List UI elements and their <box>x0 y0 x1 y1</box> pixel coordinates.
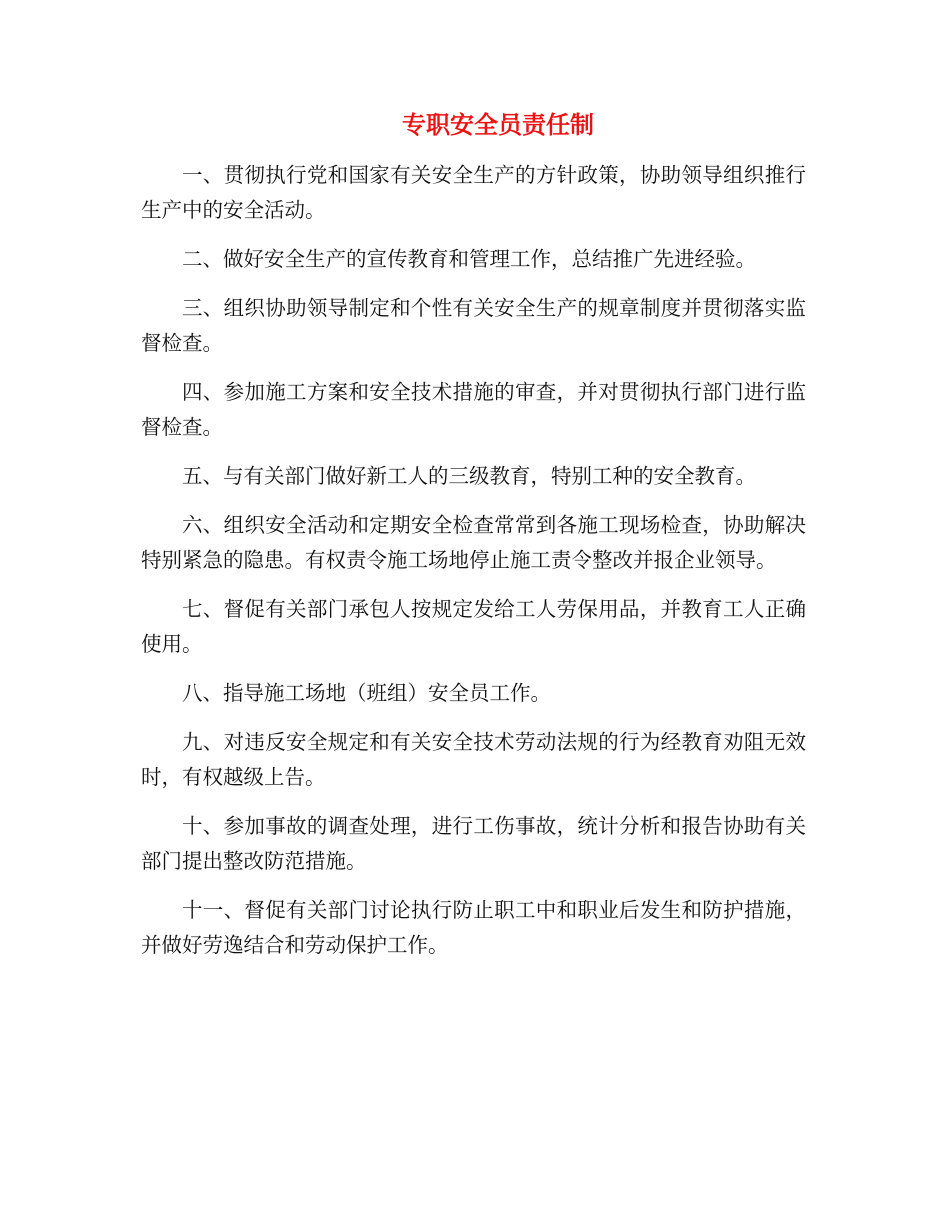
paragraph-11: 十一、督促有关部门讨论执行防止职工中和职业后发生和防护措施，并做好劳逸结合和劳动保护工作。 <box>141 898 806 957</box>
paragraph-4: 四、参加施工方案和安全技术措施的审查，并对贯彻执行部门进行监督检查。 <box>141 380 806 439</box>
document-body <box>141 158 806 977</box>
document-title: 专职安全员责任制 <box>402 111 594 139</box>
paragraph-9: 九、对违反安全规定和有关安全技术劳动法规的行为经教育劝阻无效时，有权越级上告。 <box>141 730 806 789</box>
paragraph-6: 六、组织安全活动和定期安全检查常常到各施工现场检查，协助解决特别紧急的隐患。有权责令施工场地停止施工责令整改并报企业领导。 <box>141 513 806 572</box>
paragraph-1: 一、贯彻执行党和国家有关安全生产的方针政策，协助领导组织推行生产中的安全活动。 <box>141 163 806 222</box>
paragraph-2: 二、做好安全生产的宣传教育和管理工作，总结推广先进经验。 <box>182 247 756 271</box>
paragraph-10: 十、参加事故的调查处理，进行工伤事故，统计分析和报告协助有关部门提出整改防范措施。 <box>141 814 806 873</box>
paragraph-5: 五、与有关部门做好新工人的三级教育，特别工种的安全教育。 <box>182 464 756 488</box>
paragraph-3: 三、组织协助领导制定和个性有关安全生产的规章制度并贯彻落实监督检查。 <box>141 296 806 355</box>
paragraph-8: 八、指导施工场地（班组）安全员工作。 <box>182 681 551 705</box>
paragraph-7: 七、督促有关部门承包人按规定发给工人劳保用品，并教育工人正确使用。 <box>141 597 806 656</box>
